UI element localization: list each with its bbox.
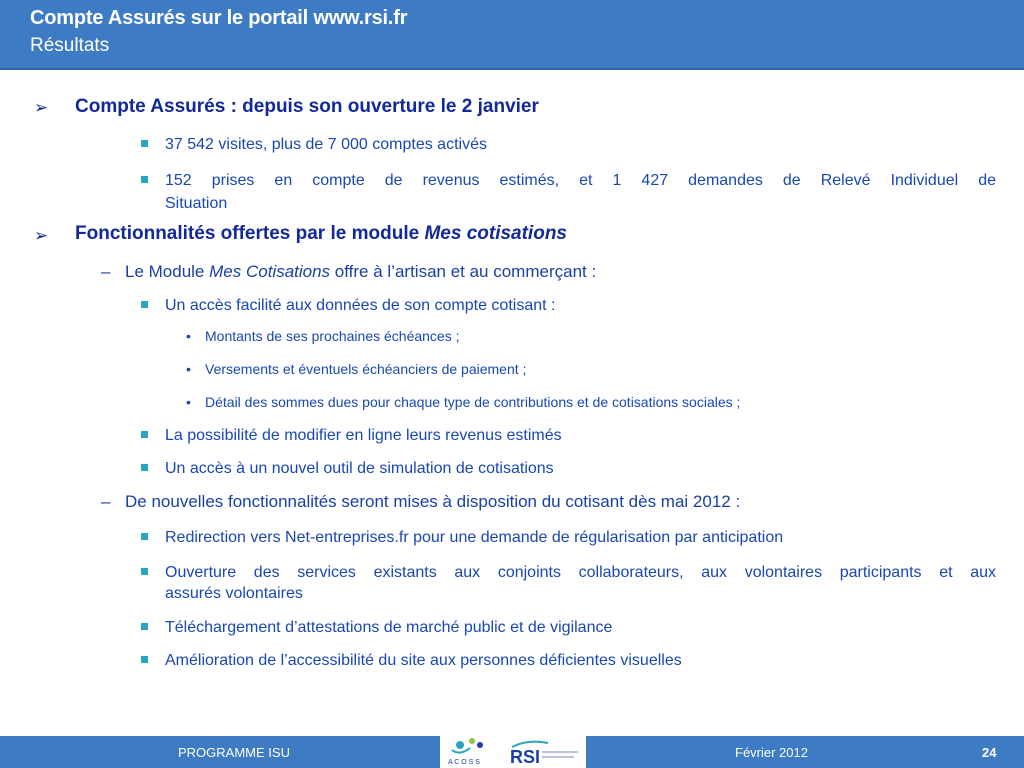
- dot-bullet-icon: •: [186, 328, 191, 344]
- rsi-logo-text: RSI: [510, 747, 541, 767]
- section2-heading-text: Fonctionnalités offertes par le module: [75, 223, 425, 244]
- footer-program-label: PROGRAMME ISU: [178, 745, 290, 760]
- square-bullet-icon: [141, 533, 148, 540]
- slide-title: Compte Assurés sur le portail www.rsi.fr: [30, 7, 408, 29]
- sub1-item-acces: Un accès facilité aux données de son compte cotisant :: [165, 297, 556, 314]
- section1-item-visits: 37 542 visites, plus de 7 000 comptes activés: [165, 136, 487, 153]
- sub2-heading: De nouvelles fonctionnalités seront mises à disposition du cotisant dès mai 2012 :: [125, 492, 741, 511]
- footer-logo-area: [440, 734, 586, 768]
- slide-header: [0, 0, 1024, 70]
- section1-item-revenus-cont: Situation: [165, 195, 228, 212]
- rsi-logo-icon: [508, 737, 582, 767]
- section2-heading-italic: Mes cotisations: [424, 223, 567, 244]
- sub1-suffix: offre à l’artisan et au commerçant :: [330, 262, 597, 281]
- footer-date-label: Février 2012: [735, 745, 808, 760]
- section1-heading: Compte Assurés : depuis son ouverture le 2 janvier: [75, 96, 539, 117]
- sub1-subitem-versements: Versements et éventuels échéanciers de paiement ;: [205, 361, 527, 377]
- page-number: 24: [982, 745, 997, 760]
- sub2-item-ouverture: Ouverture des services existants aux conjoints collaborateurs, aux volontaires participants et aux: [165, 564, 996, 581]
- square-bullet-icon: [141, 623, 148, 630]
- sub1-italic: Mes Cotisations: [209, 262, 331, 281]
- square-bullet-icon: [141, 656, 148, 663]
- slide-footer: [0, 736, 1024, 768]
- section2-heading: [75, 223, 567, 245]
- sub2-item-ouverture-cont: assurés volontaires: [165, 585, 303, 602]
- section1-item-revenus: 152 prises en compte de revenus estimés, et 1 427 demandes de Relevé Individuel de: [165, 172, 996, 189]
- sub1-subitem-montants: Montants de ses prochaines échéances ;: [205, 328, 460, 344]
- dash-bullet-icon: –: [101, 262, 111, 281]
- dash-bullet-icon: –: [101, 492, 111, 511]
- sub1-heading: [125, 262, 596, 282]
- slide-subtitle: Résultats: [30, 35, 110, 56]
- acoss-logo-icon: [446, 736, 502, 766]
- sub1-item-modifier: La possibilité de modifier en ligne leurs revenus estimés: [165, 427, 562, 444]
- dot-bullet-icon: •: [186, 394, 191, 410]
- sub1-prefix: Le Module: [125, 262, 210, 281]
- sub2-item-telechargement: Téléchargement d’attestations de marché public et de vigilance: [165, 619, 613, 636]
- square-bullet-icon: [141, 140, 148, 147]
- dot-bullet-icon: •: [186, 361, 191, 377]
- arrow-circle-icon: ➢: [34, 98, 49, 117]
- sub1-item-simulation: Un accès à un nouvel outil de simulation de cotisations: [165, 460, 554, 477]
- arrow-circle-icon: ➢: [34, 226, 49, 245]
- sub1-subitem-detail: Détail des sommes dues pour chaque type de contributions et de cotisations sociales ;: [205, 394, 741, 410]
- sub2-item-redirection: Redirection vers Net-entreprises.fr pour une demande de régularisation par anticipation: [165, 529, 784, 546]
- square-bullet-icon: [141, 431, 148, 438]
- square-bullet-icon: [141, 464, 148, 471]
- square-bullet-icon: [141, 176, 148, 183]
- square-bullet-icon: [141, 301, 148, 308]
- square-bullet-icon: [141, 568, 148, 575]
- acoss-logo-text: A C O S S: [448, 759, 480, 766]
- sub2-item-accessibilite: Amélioration de l’accessibilité du site aux personnes déficientes visuelles: [165, 652, 682, 669]
